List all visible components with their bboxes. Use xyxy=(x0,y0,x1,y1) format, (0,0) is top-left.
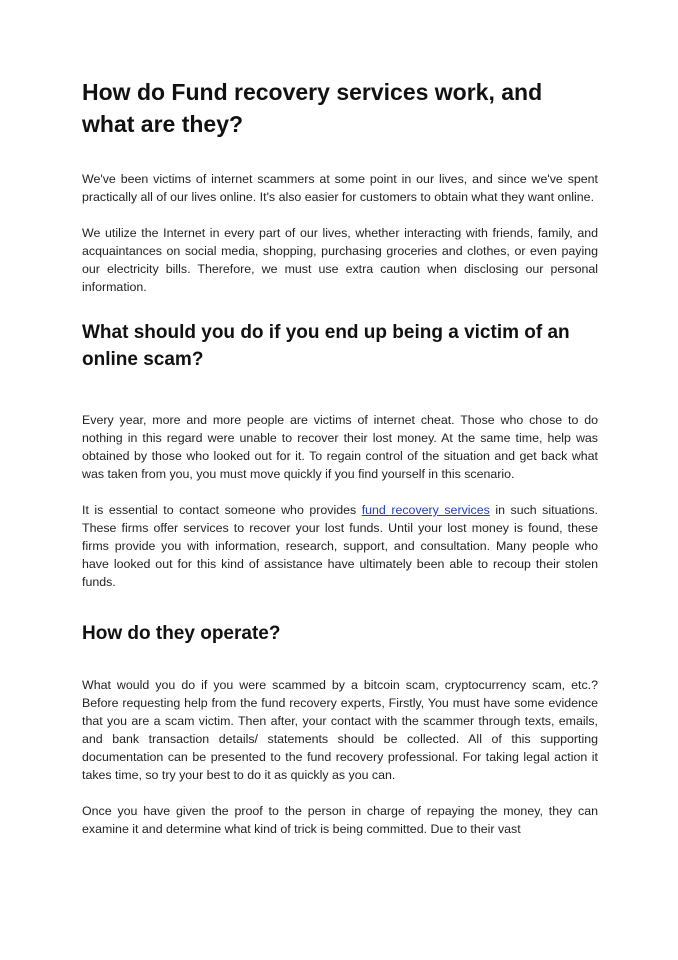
section-1-paragraph-1: Every year, more and more people are victims of internet cheat. Those who chose to do nothing in this regard were unable to recover their lost money. At the same time, help was obtained by those who looked out for it. To regain control of the situation and get back what was taken from you, you must move quickly if you find yourself in this scenario. xyxy=(82,413,598,481)
paragraph-text: in such situations. These firms offer services to recover your lost funds. Until your lost money is found, these firms provide you with information, research, support, and consultation. Many people who have looked out for this kind of assistance have ultimately been able to recoup their stolen funds. xyxy=(82,503,598,589)
section-2-paragraph-2: Once you have given the proof to the person in charge of repaying the money, they can examine it and determine what kind of trick is being committed. Due to their vast xyxy=(82,804,598,836)
intro-paragraph-1: We've been victims of internet scammers at some point in our lives, and since we've spent practically all of our lives online. It's also easier for customers to obtain what they want online. xyxy=(82,172,598,204)
intro-paragraph-2: We utilize the Internet in every part of our lives, whether interacting with friends, family, and acquaintances on social media, shopping, purchasing groceries and clothes, or even paying our electricity bills. Therefore, we must use extra caution when disclosing our personal information. xyxy=(82,226,598,294)
section-1-heading: What should you do if you end up being a victim of an online scam? xyxy=(82,322,570,370)
section-1-paragraph-2 xyxy=(82,501,598,591)
page-title: How do Fund recovery services work, and what are they? xyxy=(82,79,543,137)
section-2-paragraph-1: What would you do if you were scammed by a bitcoin scam, cryptocurrency scam, etc.? Before requesting help from the fund recovery experts, Firstly, You must have some evidence that you are a scam victim. Then after, your contact with the scammer through texts, emails, and bank transaction details/ statements should be collected. All of this supporting documentation can be presented to the fund recovery professional. For taking legal action it takes time, so try your best to do it as quickly as you can. xyxy=(82,678,598,782)
fund-recovery-services-link[interactable]: fund recovery services xyxy=(361,503,490,517)
document-page xyxy=(82,76,598,838)
paragraph-text: It is essential to contact someone who provides xyxy=(82,503,362,517)
section-2-heading: How do they operate? xyxy=(82,623,281,644)
